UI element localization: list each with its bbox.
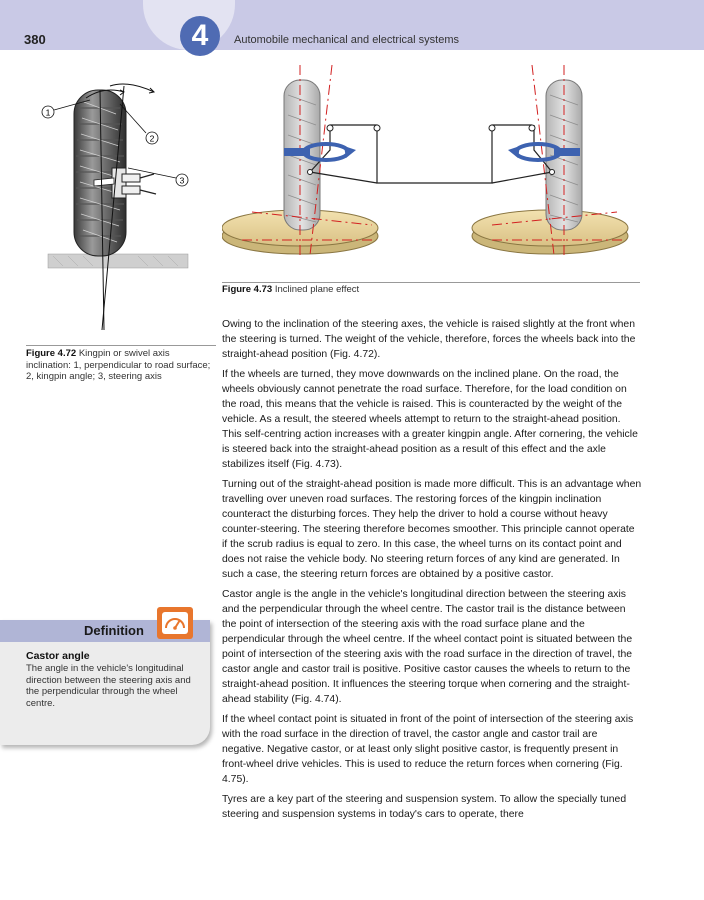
figure-4-73-label: Figure 4.73 — [222, 284, 273, 295]
callout-3-label: 3 — [179, 175, 185, 186]
figure-4-72-caption-text: Kingpin or swivel axis inclination: 1, perpendicular to road surface; 2, kingpin angle; 3, steering axis — [26, 348, 211, 382]
callout-2-label: 2 — [149, 133, 155, 144]
figure-4-72-label: Figure 4.72 — [26, 348, 77, 359]
paragraph: If the wheel contact point is situated in front of the point of intersection of the steering axis with the road surface in the direction of travel, the castor angle and castor trail are negative. Negative castor, or at least only slight positive castor, is frequently present in front-wheel drive vehicles. This is used to reduce the return forces when cornering (Fig. 4.75). — [222, 714, 634, 785]
figure-4-72-caption-rule — [26, 345, 216, 346]
paragraph: Turning out of the straight-ahead position is made more difficult. This is an advantage when travelling over uneven road surfaces. The restoring forces of the kingpin inclination counteract the disturbing forces. They help the driver to hold a course without heavy counter-steering. The steering therefore becomes smoother. This principle cannot operate if the scrub radius is equal to zero. In this case, the wheel turns on its contact point and does not raise the vehicle body. No steering return forces of any kind are generated. In such a case, the steering return forces are obtained by a positive castor. — [222, 479, 642, 580]
figure-4-72-illustration — [28, 68, 218, 338]
chapter-number-badge: 4 — [180, 16, 220, 56]
figure-4-73-caption — [222, 284, 640, 296]
paragraph: Tyres are a key part of the steering and suspension system. To allow the specially tuned steering and suspension systems in today's cars to operate, there — [222, 794, 627, 820]
paragraph: Owing to the inclination of the steering axes, the vehicle is raised slightly at the front when the steering is turned. The weight of the vehicle, therefore, forces the wheels back into the straight-ahead position (Fig. 4.72). — [222, 319, 636, 360]
body-text — [222, 317, 642, 827]
figure-4-72-caption — [26, 348, 216, 383]
definition-heading: Definition — [84, 623, 144, 638]
callout-1-label: 1 — [45, 107, 51, 118]
figure-4-73-caption-text: Inclined plane effect — [274, 284, 360, 295]
road-surface — [48, 254, 188, 268]
definition-text: The angle in the vehicle's longitudinal direction between the steering axis and the perpendicular through the wheel centre. — [26, 663, 191, 709]
figure-4-73-caption-rule — [222, 282, 640, 283]
page-number: 380 — [24, 32, 46, 47]
figure-4-73-illustration — [222, 60, 642, 280]
running-title: Automobile mechanical and electrical systems — [234, 34, 459, 46]
paragraph: If the wheels are turned, they move downwards on the inclined plane. On the road, the wheels obviously cannot penetrate the road surface. Therefore, for the load condition on the road, this means that the vehicle is raised. This is counteracted by the weight of the vehicle. As a result, the steered wheels attempt to return to the straight-ahead position. This self-centring action increases with a greater kingpin angle. After cornering, the vehicle is steered back into the straight-ahead position as a result of this effect and the axle stabilizes itself (Fig. 4.73). — [222, 369, 638, 470]
gauge-icon — [157, 607, 193, 639]
paragraph: Castor angle is the angle in the vehicle's longitudinal direction between the steering axis and the perpendicular through the wheel centre. The castor trail is the distance between the point of intersection of the steering axis with the road surface plane and the perpendicular through the wheel centre. If the wheel contact point is situated between the point of intersection of the steering axis with the road surface in the direction of travel, the castor angle and castor trail is positive. Positive castor causes the wheels to return to the straight-ahead position. It influences the steering torque when cornering and the straight-ahead stability (Fig. 4.74). — [222, 589, 633, 705]
definition-term: Castor angle — [26, 650, 90, 662]
